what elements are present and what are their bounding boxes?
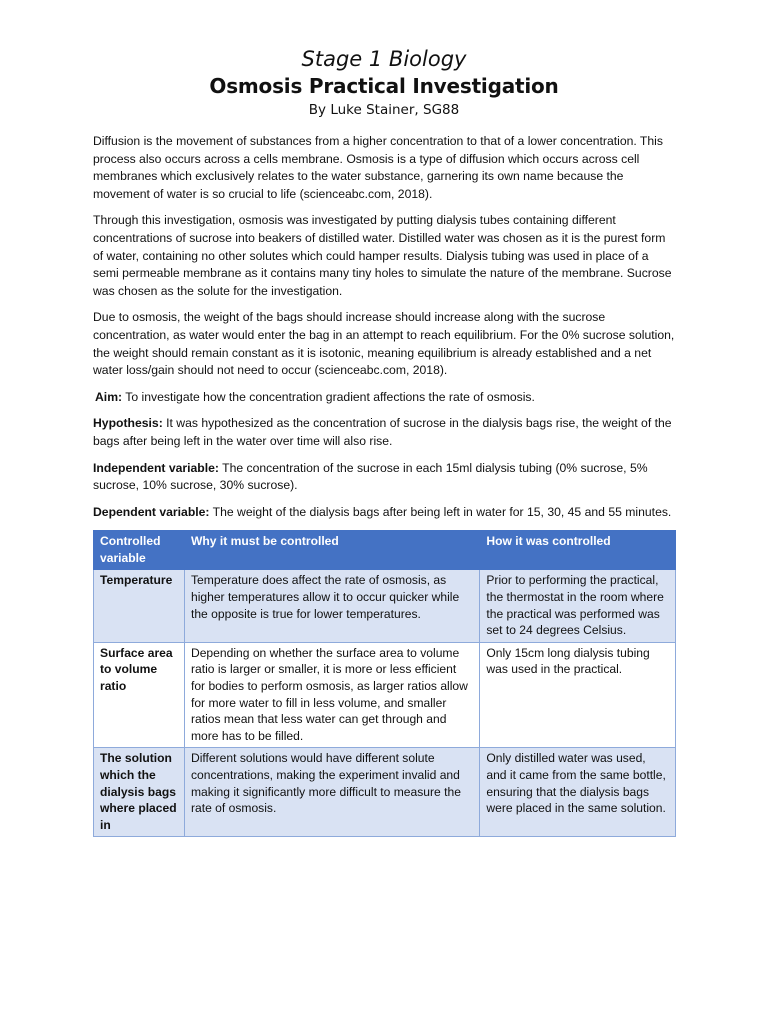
table-header-cell: Why it must be controlled [184,531,479,570]
table-header-row [94,531,676,570]
course-title: Stage 1 Biology [301,47,467,71]
table-cell-why: Different solutions would have different solute concentrations, making the experiment invalid and making it significantly more difficult to measure the rate of osmosis. [184,748,479,837]
independent-variable-paragraph [93,460,675,495]
independent-variable-text: The concentration of the sucrose in each 15ml dialysis tubing (0% sucrose, 5% sucrose, 10% sucrose, 30% sucrose). [93,460,648,493]
document-page [93,46,675,837]
intro-paragraph: Diffusion is the movement of substances from a higher concentration to that of a lower concentration. This process also occurs across a cells membrane. Osmosis is a type of diffusion which occurs across cell membranes which exclusively relates to the water substance, garnering its own name because the movement of water is so crucial to life (scienceabc.com, 2018). [93,134,663,201]
table-header-cell: Controlled variable [94,531,185,570]
independent-variable-label: Independent variable: [93,460,219,475]
table-row [94,570,676,642]
dependent-variable-paragraph [93,504,675,522]
table-cell-how: Only distilled water was used, and it came from the same bottle, ensuring that the dialysis bags were placed in the same solution. [480,748,676,837]
dependent-variable-label: Dependent variable: [93,504,210,519]
table-cell-how: Only 15cm long dialysis tubing was used in the practical. [480,642,676,748]
table-cell-why: Temperature does affect the rate of osmosis, as higher temperatures allow it to occur quicker while the opposite is true for lower temperatures. [184,570,479,642]
report-title: Osmosis Practical Investigation [209,74,559,98]
table-cell-how: Prior to performing the practical, the thermostat in the room where the practical was performed was set to 24 degrees Celsius. [480,570,676,642]
author-byline: By Luke Stainer, SG88 [308,102,460,118]
document-body [93,133,675,521]
aim-label: Aim: [95,389,123,404]
hypothesis-paragraph [93,415,675,450]
table-cell-variable: Surface area to volume ratio [94,642,185,748]
aim-text: To investigate how the concentration gradient affections the rate of osmosis. [122,389,535,404]
dependent-variable-text: The weight of the dialysis bags after being left in water for 15, 30, 45 and 55 minutes. [209,504,672,519]
method-paragraph: Through this investigation, osmosis was investigated by putting dialysis tubes containing different concentrations of sucrose into beakers of distilled water. Distilled water was chosen as it is the purest form of water, containing no other solutes which could hamper results. Dialysis tubing was used in place of a semi permeable membrane as it contains many tiny holes to simulate the nature of the membrane. Sucrose was chosen as the solute for the investigation. [93,213,672,298]
document-header [93,46,675,120]
table-row [94,642,676,748]
prediction-paragraph: Due to osmosis, the weight of the bags should increase should increase along with the sucrose concentration, as water would enter the bag in an attempt to reach equilibrium. For the 0% sucrose solution, the weight should remain constant as it is isotonic, meaning equilibrium is already established and a net water loss/gain should not need to occur (scienceabc.com, 2018). [93,310,675,378]
table-cell-variable: The solution which the dialysis bags where placed in [94,748,185,837]
table-header-cell: How it was controlled [480,531,676,570]
aim-paragraph [93,389,675,407]
table-cell-why: Depending on whether the surface area to volume ratio is larger or smaller, it is more or less efficient for bodies to perform osmosis, as larger ratios allow for more water to fill in less volume, and smaller ratios mean that less water can get through and more has to be filled. [184,642,479,748]
table-cell-variable: Temperature [94,570,185,642]
hypothesis-label: Hypothesis: [93,416,163,431]
controlled-variables-table [93,530,676,837]
hypothesis-text: It was hypothesized as the concentration of sucrose in the dialysis bags rise, the weight of the bags after being left in the water over time will also rise. [93,416,672,448]
table-row [94,748,676,837]
